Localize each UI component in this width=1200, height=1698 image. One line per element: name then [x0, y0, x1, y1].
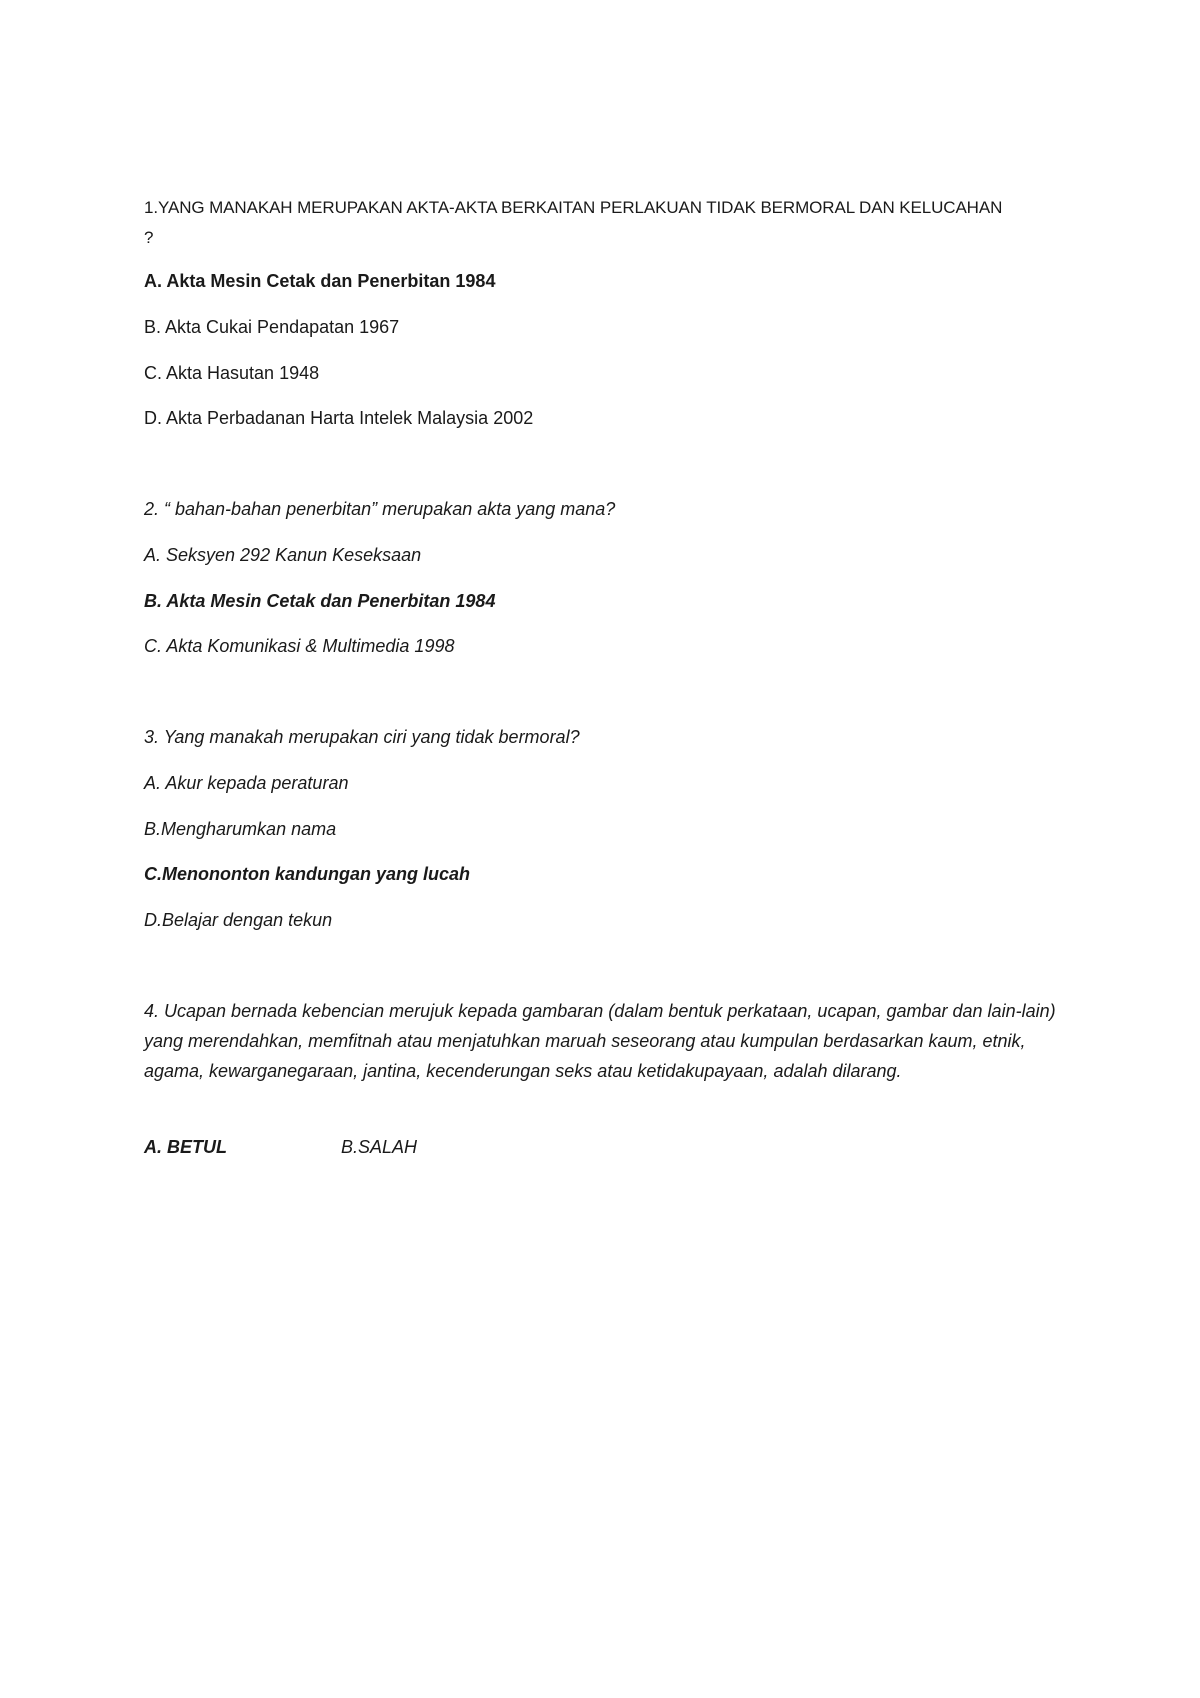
question-1-option-d: D. Akta Perbadanan Harta Intelek Malaysia 2002 — [144, 408, 534, 428]
question-3-option-a: A. Akur kepada peraturan — [144, 773, 349, 793]
question-1-option-a: A. Akta Mesin Cetak dan Penerbitan 1984 — [144, 271, 496, 291]
question-3-option-c: C.Menononton kandungan yang lucah — [144, 864, 470, 884]
question-4-option-b: B.SALAH — [341, 1137, 418, 1157]
question-1-option-b: B. Akta Cukai Pendapatan 1967 — [144, 317, 400, 337]
question-2-text: 2. “ bahan-bahan penerbitan” merupakan akta yang mana? — [144, 499, 616, 519]
question-1-text: 1.YANG MANAKAH MERUPAKAN AKTA-AKTA BERKAITAN PERLAKUAN TIDAK BERMORAL DAN KELUCAHAN ? — [144, 198, 1003, 247]
question-3-option-b: B.Mengharumkan nama — [144, 819, 337, 839]
question-4-text: 4. Ucapan bernada kebencian merujuk kepada gambaran (dalam bentuk perkataan, ucapan, gambar dan lain-lain) yang merendahkan, memfitnah atau menjatuhkan maruah seseorang atau kumpulan berdasarkan kaum, etnik, agama, kewarganegaraan, jantina, kecenderungan seks atau ketidakupayaan, adalah dilarang. — [144, 1001, 1056, 1081]
question-4-option-a: A. BETUL — [144, 1137, 227, 1157]
question-2-option-b: B. Akta Mesin Cetak dan Penerbitan 1984 — [144, 591, 496, 611]
question-1-option-c: C. Akta Hasutan 1948 — [144, 363, 320, 383]
question-2-option-c: C. Akta Komunikasi & Multimedia 1998 — [144, 636, 455, 656]
question-3-text: 3. Yang manakah merupakan ciri yang tidak bermoral? — [144, 727, 580, 747]
question-3-option-d: D.Belajar dengan tekun — [144, 910, 333, 930]
question-2-option-a: A. Seksyen 292 Kanun Keseksaan — [144, 545, 422, 565]
